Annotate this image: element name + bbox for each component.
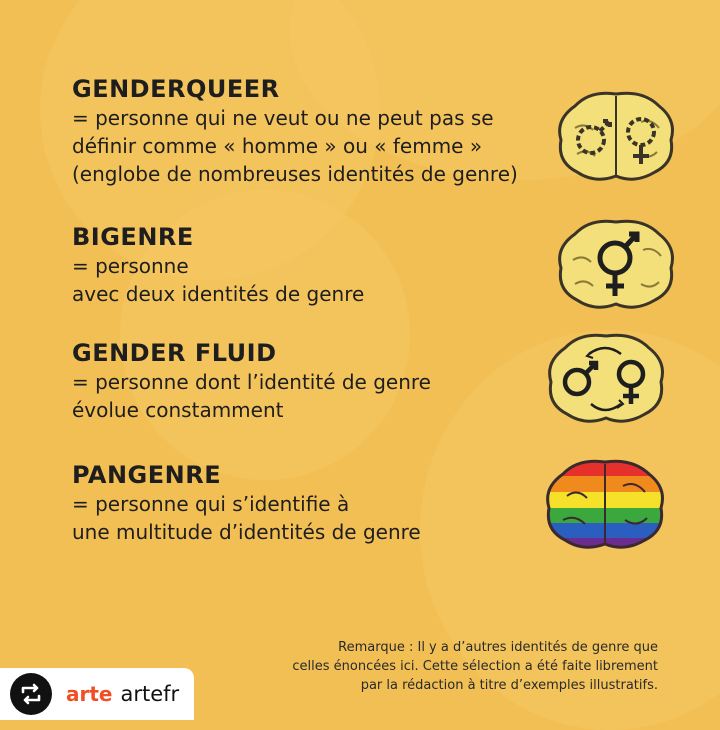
entry-line: = personne qui s’identifie à <box>72 492 350 516</box>
entry-title: GENDER FLUID <box>72 339 277 367</box>
brain-rainbow-icon <box>543 456 667 552</box>
footnote-line: par la rédaction à titre d’exemples illustratifs. <box>360 678 658 693</box>
entry-pangenre <box>72 460 421 546</box>
entry-line: évolue constamment <box>72 398 284 422</box>
footnote-line: Remarque : Il y a d’autres identités de genre que <box>338 640 658 655</box>
entry-line: = personne <box>72 254 189 278</box>
brain-bigenre-icon <box>555 214 677 314</box>
entry-line: = personne dont l’identité de genre <box>72 370 431 394</box>
entry-line: définir comme « homme » ou « femme » <box>72 134 483 158</box>
entry-genderqueer <box>72 74 518 188</box>
entry-title: GENDERQUEER <box>72 75 280 103</box>
footnote-line: celles énoncées ici. Cette sélection a été faite librement <box>292 659 658 674</box>
entry-gender-fluid <box>72 338 431 424</box>
brain-genderqueer-icon <box>555 88 677 186</box>
brand-logo: arte <box>66 682 113 706</box>
repost-icon[interactable] <box>10 673 52 715</box>
entry-title: PANGENRE <box>72 461 222 489</box>
entry-bigenre <box>72 222 364 308</box>
entry-line: (englobe de nombreuses identités de genre) <box>72 162 518 186</box>
entry-line: avec deux identités de genre <box>72 282 365 306</box>
entry-line: = personne qui ne veut ou ne peut pas se <box>72 106 494 130</box>
entry-line: une multitude d’identités de genre <box>72 520 421 544</box>
repost-badge[interactable] <box>0 668 194 720</box>
brain-genderfluid-icon <box>545 330 667 426</box>
account-handle[interactable]: artefr <box>120 682 180 706</box>
entry-title: BIGENRE <box>72 223 194 251</box>
footnote <box>218 638 658 695</box>
